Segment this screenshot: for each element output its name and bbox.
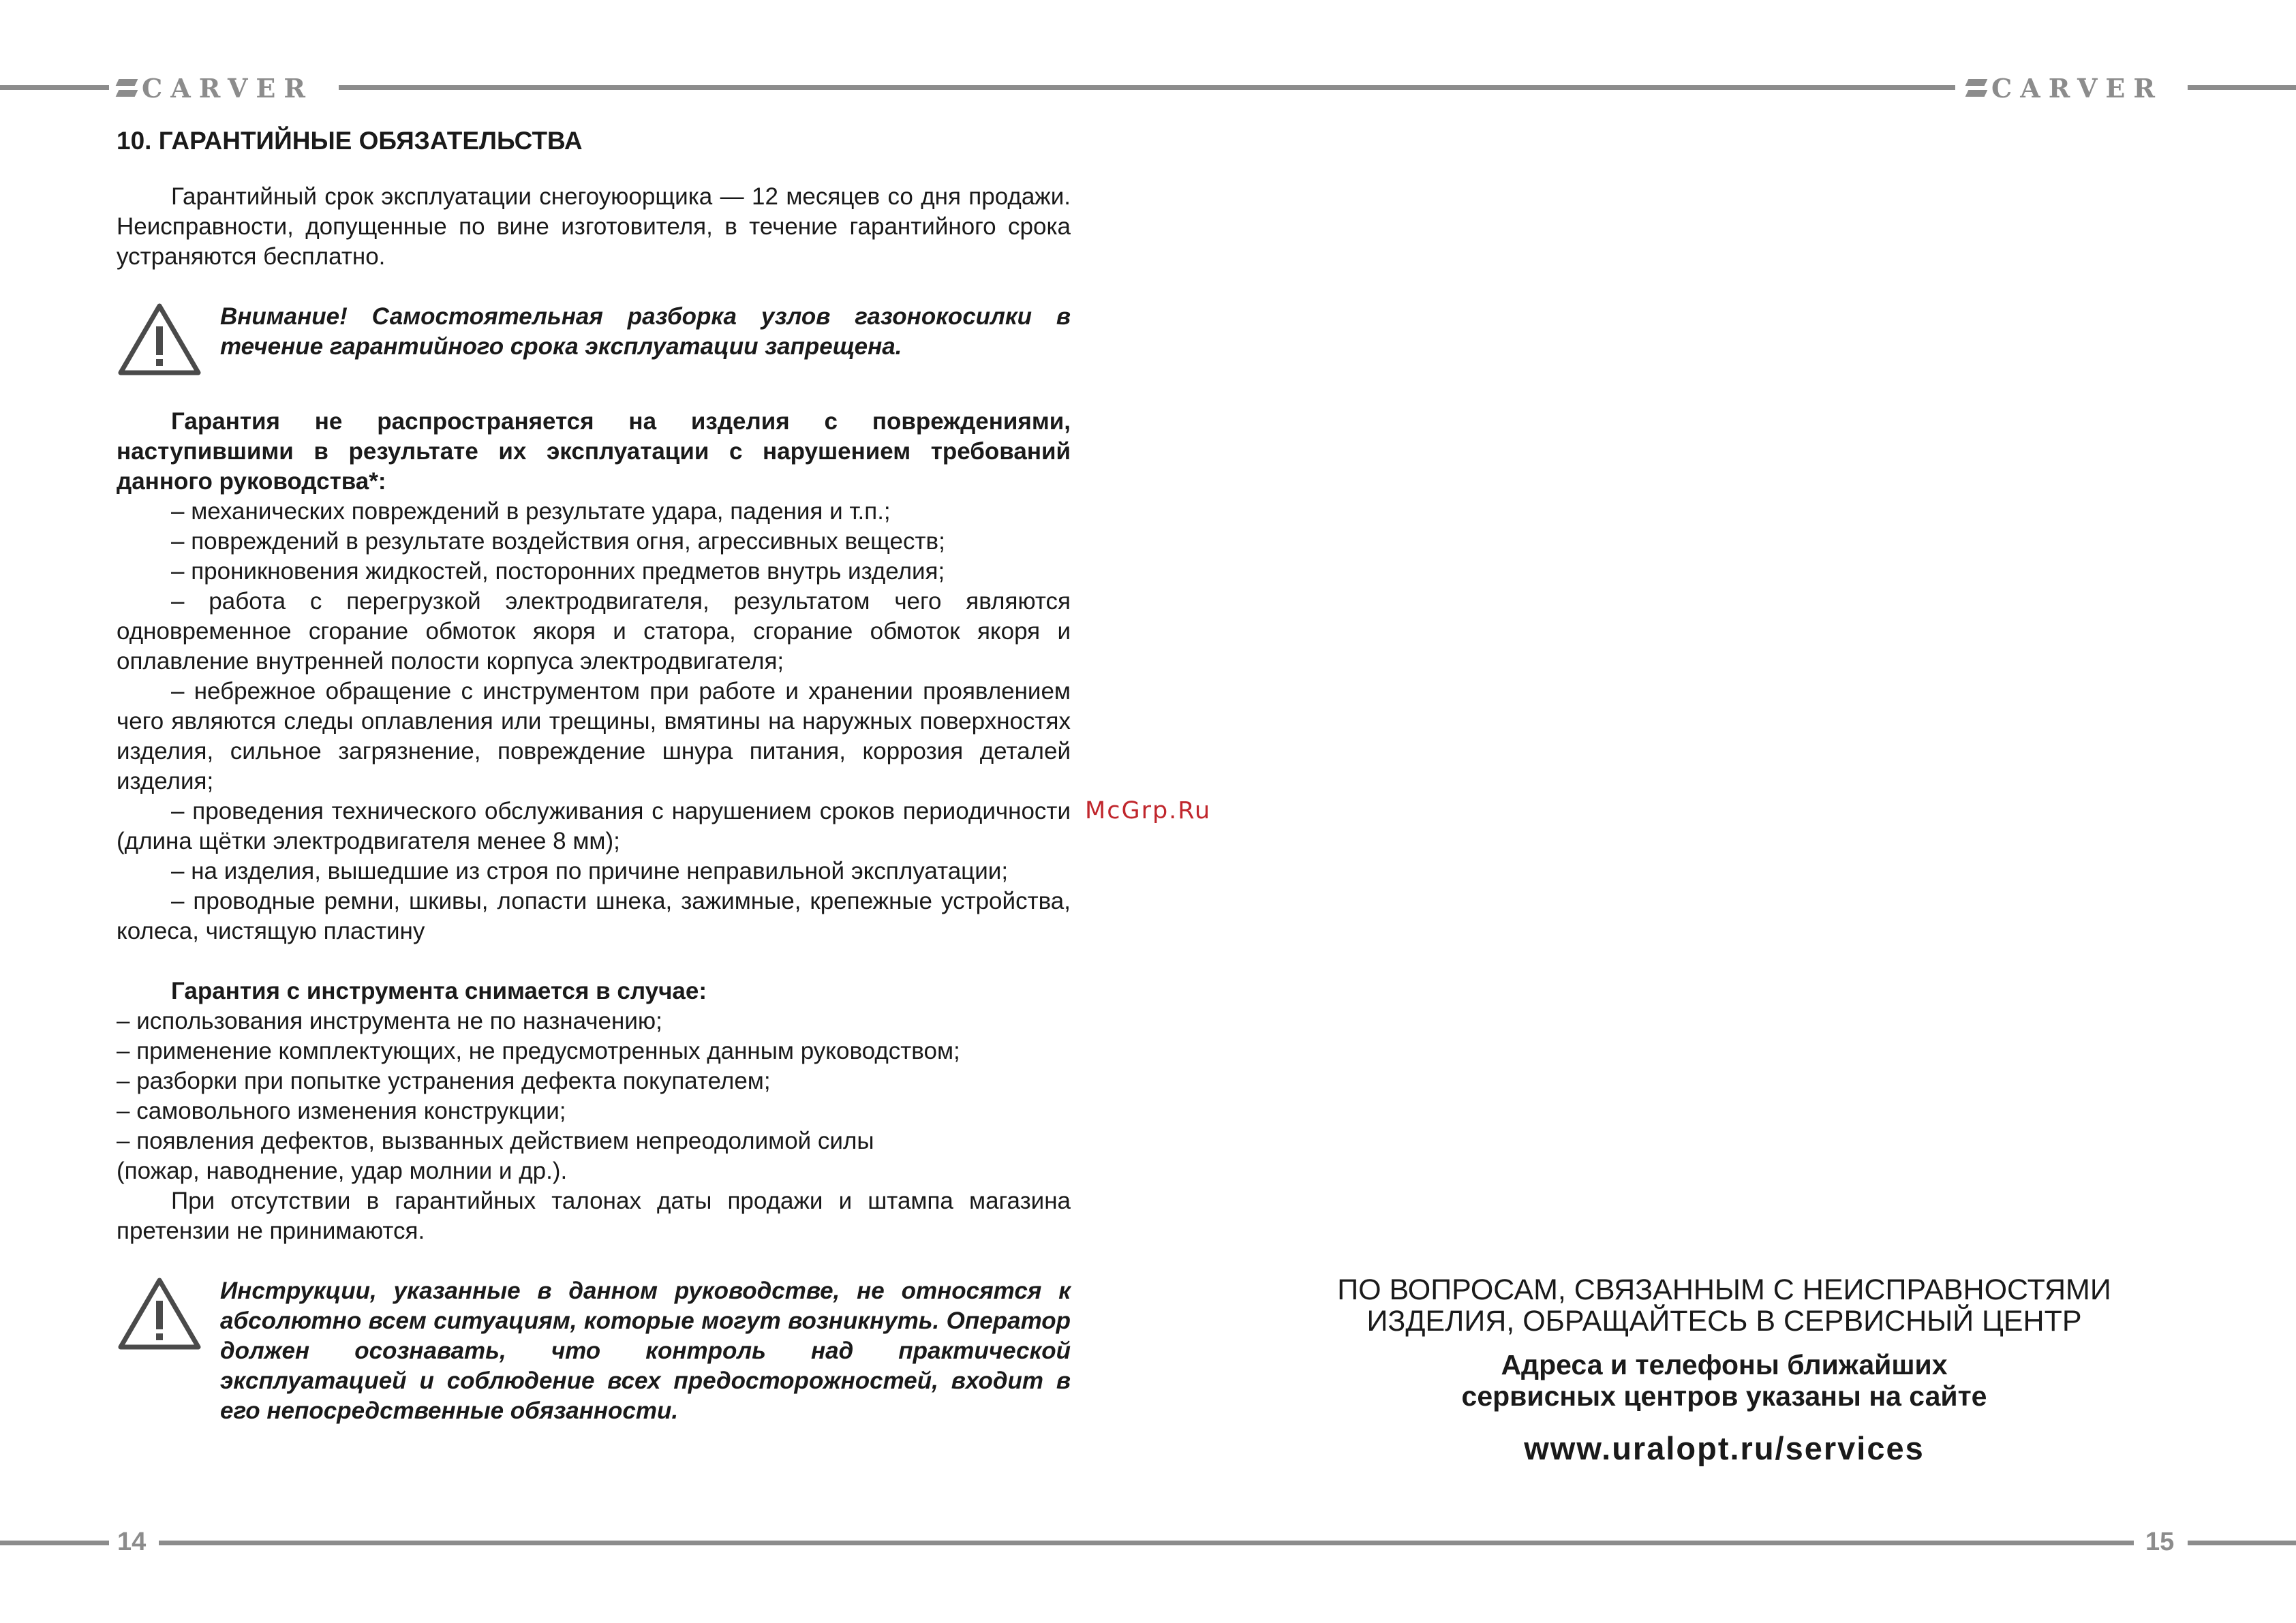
brand-mark-icon [1967, 79, 1986, 97]
footer-rule-left [0, 1541, 109, 1545]
stamp-note: При отсутствии в гарантийных талонах даты продажи и штампа магазина претензии не принимаются. [117, 1188, 1071, 1244]
list-item: – использования инструмента не по назначению; [117, 1008, 662, 1034]
header-rule-right [2188, 85, 2296, 90]
warning-block-disassembly [117, 302, 1071, 377]
list-item: (пожар, наводнение, удар молнии и др.). [117, 1158, 568, 1184]
warning-block-responsibility [117, 1276, 1071, 1426]
list-item: – применение комплектующих, не предусмотренных данным руководством; [117, 1038, 960, 1064]
list-item: – разборки при попытке устранения дефекта покупателем; [117, 1068, 771, 1094]
list-item: – небрежное обращение с инструментом при работе и хранении проявлением чего являются следы оплавления или трещины, вмятины на наружных поверхностях изделия, сильное загрязнение, повреждение шнура питания, коррозия деталей изделия; [117, 678, 1071, 794]
warranty-removed-heading: Гарантия с инструмента снимается в случае: [171, 978, 707, 1004]
brand-name: CARVER [142, 72, 313, 104]
list-item: – проникновения жидкостей, посторонних предметов внутрь изделия; [171, 558, 945, 585]
brand-name: CARVER [1991, 72, 2163, 104]
list-item: – на изделия, вышедшие из строя по причине неправильной эксплуатации; [171, 858, 1009, 884]
service-line-2: ИЗДЕЛИЯ, ОБРАЩАЙТЕСЬ В СЕРВИСНЫЙ ЦЕНТР [1366, 1305, 2082, 1338]
warning-text-disassembly: Внимание! Самостоятельная разборка узлов газонокосилки в течение гарантийного срока эксплуатации запрещена. [220, 303, 1071, 360]
service-line-1: ПО ВОПРОСАМ, СВЯЗАННЫМ С НЕИСПРАВНОСТЯМИ [1337, 1273, 2111, 1306]
address-line-1: Адреса и телефоны ближайших [1501, 1349, 1948, 1380]
brand-mark-icon [117, 79, 136, 97]
warranty-removed-list [117, 1006, 1071, 1186]
page-number-left: 14 [117, 1528, 147, 1556]
list-item: – работа с перегрузкой электродвигателя, результатом чего являются одновременное сгорание обмоток якоря и статора, сгорание обмоток якоря и оплавление внутренней полости корпуса электродвигателя; [117, 588, 1071, 675]
warning-triangle-icon [117, 302, 202, 377]
list-item: – проведения технического обслуживания с нарушением сроков периодичности (длина щётки электродвигателя менее 8 мм); [117, 798, 1071, 854]
service-url-link[interactable]: www.uralopt.ru/services [1524, 1430, 1925, 1466]
warning-triangle-icon [117, 1276, 202, 1351]
brand-logo-right [1967, 74, 2163, 102]
header-rule-center [339, 85, 1955, 90]
page-number-right: 15 [2145, 1528, 2175, 1556]
no-warranty-heading: Гарантия не распространяется на изделия с повреждениями, наступившими в результате их эксплуатации с нарушением требований данного руководства*: [117, 408, 1071, 495]
header-rule-left [0, 85, 109, 90]
list-item: – проводные ремни, шкивы, лопасти шнека, зажимные, крепежные устройства, колеса, чистящую пластину [117, 888, 1071, 944]
list-item: – самовольного изменения конструкции; [117, 1098, 566, 1124]
watermark: McGrp.Ru [1085, 797, 1212, 824]
warranty-intro: Гарантийный срок эксплуатации снегоуюорщика — 12 месяцев со дня продажи. Неисправности, допущенные по вине изготовителя, в течение гарантийного срока устраняются бесплатно. [117, 183, 1071, 270]
address-line-2: сервисных центров указаны на сайте [1461, 1380, 1987, 1412]
warning-text-responsibility: Инструкции, указанные в данном руководстве, не относятся к абсолютно всем ситуациям, которые могут возникнуть. Оператор должен осознавать, что контроль над практической эксплуатацией и соблюдение всех предосторожностей, входит в его непосредственные обязанности. [220, 1278, 1071, 1424]
list-item: – появления дефектов, вызванных действием непреодолимой силы [117, 1128, 874, 1154]
right-page-content [1281, 1274, 2167, 1467]
footer-rule-center [159, 1541, 2134, 1545]
left-page-content [117, 126, 1071, 1426]
footer-rule-right [2188, 1541, 2296, 1545]
no-warranty-list [117, 497, 1071, 946]
brand-logo-left [117, 74, 313, 102]
list-item: – механических повреждений в результате удара, падения и т.п.; [171, 498, 891, 525]
section-title: 10. ГАРАНТИЙНЫЕ ОБЯЗАТЕЛЬСТВА [117, 127, 583, 155]
list-item: – повреждений в результате воздействия огня, агрессивных веществ; [171, 528, 945, 555]
